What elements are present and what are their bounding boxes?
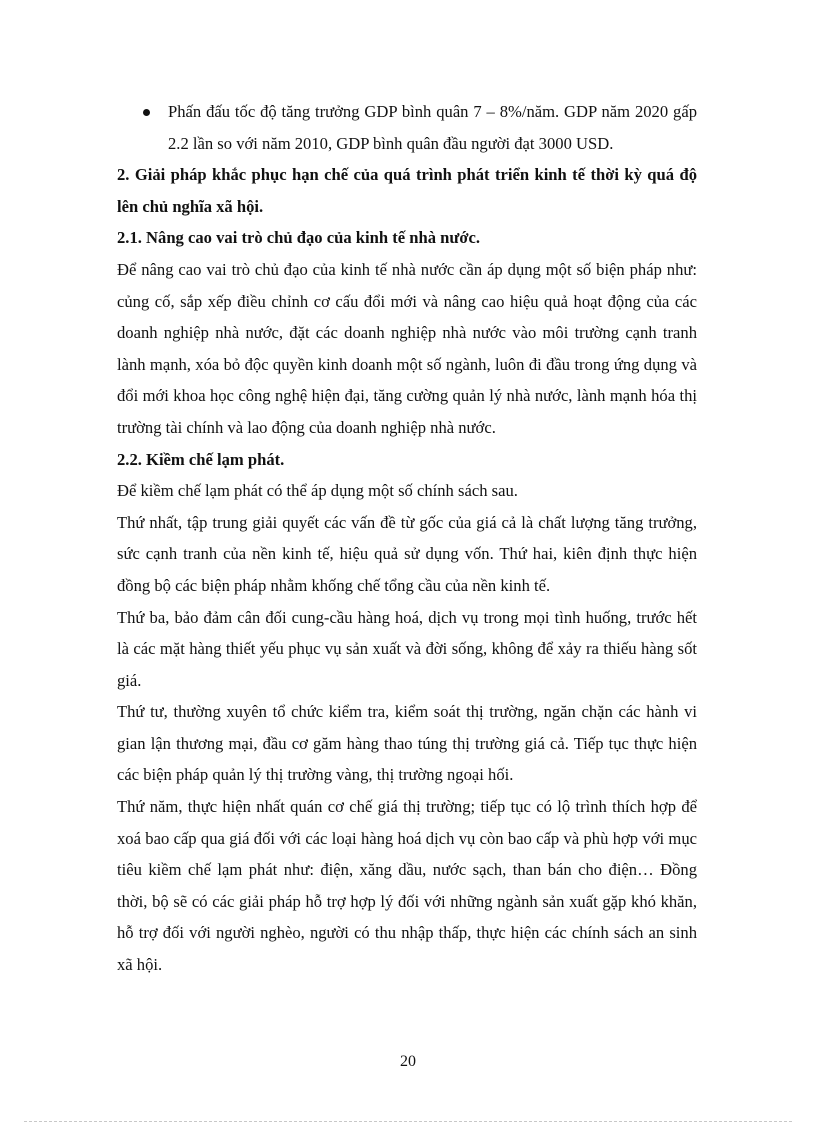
body-paragraph: Để kiềm chế lạm phát có thể áp dụng một số chính sách sau. xyxy=(117,481,518,501)
subsection-heading: 2.2. Kiềm chế lạm phát. xyxy=(117,449,285,469)
bullet-icon xyxy=(143,109,150,116)
body-paragraph: Để nâng cao vai trò chủ đạo của kinh tế nhà nước cần áp dụng một số biện pháp như: củng cố, sắp xếp điều chỉnh cơ cấu đổi mới và nâng cao hiệu quả hoạt động của các doanh nghiệp nhà nước, đặt các doanh nghiệp nhà nước vào môi trường cạnh tranh lành mạnh, xóa bỏ độc quyền kinh doanh một số ngành, luôn đi đầu trong ứng dụng và đổi mới khoa học công nghệ hiện đại, tăng cường quản lý nhà nước, lành mạnh hóa thị trường tài chính và lao động của doanh nghiệp nhà nước. xyxy=(117,259,697,437)
subsection-heading: 2.1. Nâng cao vai trò chủ đạo của kinh tế nhà nước. xyxy=(117,228,481,248)
body-paragraph: Thứ tư, thường xuyên tổ chức kiểm tra, kiểm soát thị trường, ngăn chặn các hành vi gian lận thương mại, đầu cơ găm hàng thao túng thị trường giá cả. Tiếp tục thực hiện các biện pháp quản lý thị trường vàng, thị trường ngoại hối. xyxy=(117,702,697,785)
body-paragraph: Thứ năm, thực hiện nhất quán cơ chế giá thị trường; tiếp tục có lộ trình thích hợp để xoá bao cấp qua giá đối với các loại hàng hoá dịch vụ còn bao cấp và phù hợp với mục tiêu kiềm chế lạm phát như: điện, xăng dầu, nước sạch, than bán cho điện… Đồng thời, bộ sẽ có các giải pháp hỗ trợ hợp lý đối với những ngành sản xuất gặp khó khăn, hỗ trợ đối với người nghèo, người có thu nhập thấp, thực hiện các chính sách an sinh xã hội. xyxy=(117,797,697,975)
document-body xyxy=(117,96,697,981)
body-paragraph: Thứ ba, bảo đảm cân đối cung-cầu hàng hoá, dịch vụ trong mọi tình huống, trước hết là các mặt hàng thiết yếu phục vụ sản xuất và đời sống, không để xảy ra thiếu hàng sốt giá. xyxy=(117,607,697,690)
page-break-divider xyxy=(24,1121,792,1122)
bullet-text: Phấn đấu tốc độ tăng trưởng GDP bình quân 7 – 8%/năm. GDP năm 2020 gấp 2.2 lần so với năm 2010, GDP bình quân đầu người đạt 3000 USD. xyxy=(168,102,697,153)
body-paragraph: Thứ nhất, tập trung giải quyết các vấn đề từ gốc của giá cả là chất lượng tăng trưởng, sức cạnh tranh của nền kinh tế, hiệu quả sử dụng vốn. Thứ hai, kiên định thực hiện đồng bộ các biện pháp nhằm khống chế tổng cầu của nền kinh tế. xyxy=(117,512,697,595)
page-number: 20 xyxy=(400,1053,416,1070)
section-heading: 2. Giải pháp khắc phục hạn chế của quá trình phát triển kinh tế thời kỳ quá độ lên chủ nghĩa xã hội. xyxy=(117,165,697,216)
bullet-item xyxy=(117,96,697,159)
